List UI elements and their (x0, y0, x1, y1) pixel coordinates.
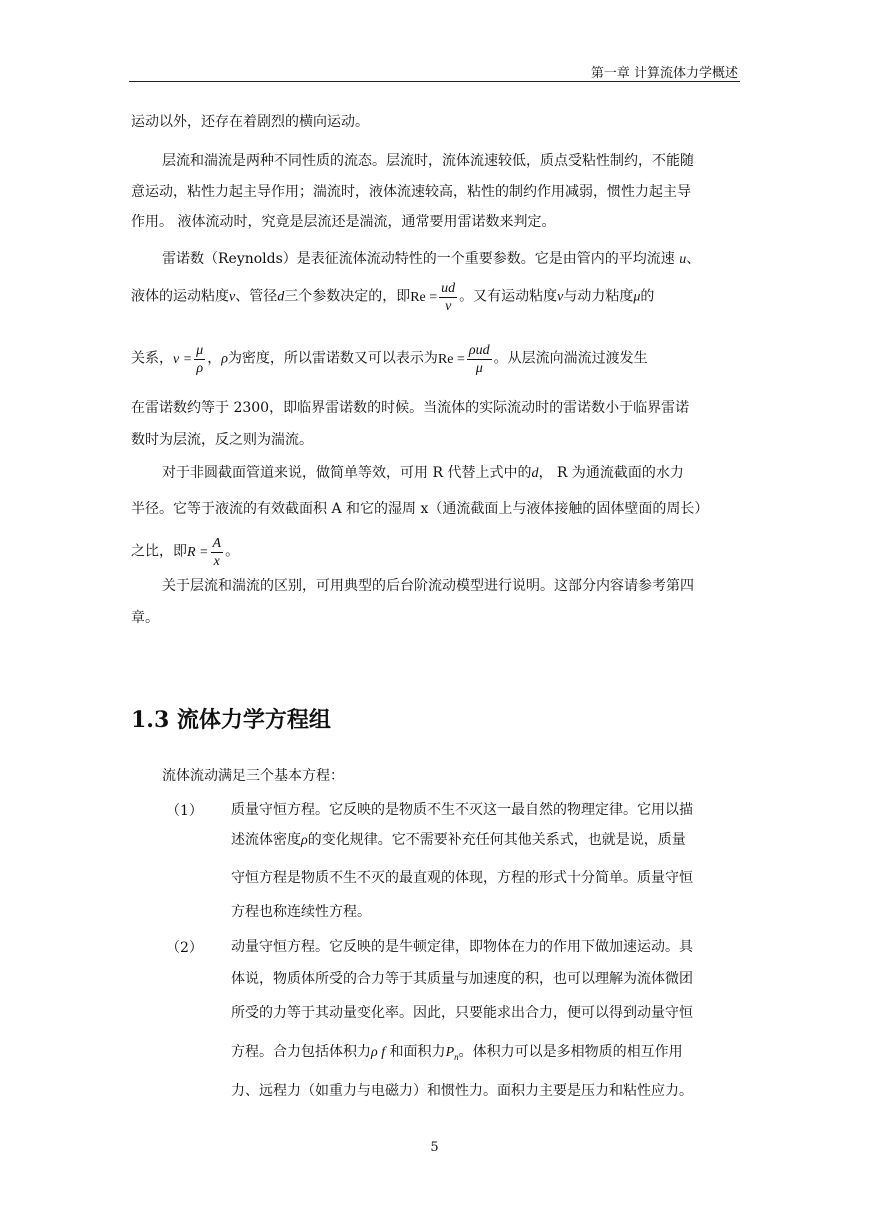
list-item-line: 方程。合力包括体积力ρ f 和面积力$P_n$。体积力可以是多相物质的相互作用 (231, 1044, 683, 1062)
list-item-line: 述流体密度ρ的变化规律。它不需要补充任何其他关系式，也就是说，质量 (231, 832, 686, 848)
paragraph-line: 对于非圆截面管道来说，做简单等效，可用 R 代替上式中的d， R 为通流截面的水力 (162, 465, 684, 481)
equation-re: Re = $\frac{ud}{\nu}$ (410, 281, 456, 314)
equation-re-rho: Re = $\frac{\text{ρud}}{\mu}$ (437, 343, 490, 376)
math-nu: ν (229, 289, 236, 305)
paragraph-line: 作用。 液体流动时，究竟是层流还是湍流，通常要用雷诺数来判定。 (131, 214, 556, 230)
list-item-line: 力、远程力（如重力与电磁力）和惯性力。面积力主要是压力和粘性应力。 (231, 1083, 693, 1099)
list-item-number: （1） (166, 803, 203, 819)
paragraph-line: 章。 (131, 610, 159, 626)
list-item-number: （2） (166, 940, 203, 956)
paragraph-line: 意运动，粘性力起主导作用；湍流时，液体流速较高，粘性的制约作用减弱，惯性力起主导 (131, 184, 691, 200)
paragraph-line: 层流和湍流是两种不同性质的流态。层流时，流体流速较低，质点受粘性制约，不能随 (162, 153, 694, 169)
paragraph-line: 关于层流和湍流的区别，可用典型的后台阶流动模型进行说明。这部分内容请参考第四 (162, 578, 694, 594)
running-header: 第一章 计算流体力学概述 (590, 66, 738, 81)
list-item-line: 质量守恒方程。它反映的是物质不生不灭这一最自然的物理定律。它用以描 (231, 802, 693, 818)
header-rule (129, 81, 740, 82)
list-item-line: 守恒方程是物质不生不灭的最直观的体现，方程的形式十分简单。质量守恒 (231, 870, 693, 886)
list-item-line: 动量守恒方程。它反映的是牛顿定律，即物体在力的作用下做加速运动。具 (231, 939, 693, 955)
list-item-line: 方程也称连续性方程。 (231, 904, 371, 920)
list-item-line: 所受的力等于其动量变化率。因此，只要能求出合力，便可以得到动量守恒 (231, 1005, 693, 1021)
page-number: 5 (430, 1140, 439, 1155)
section-heading: 1.3 流体力学方程组 (131, 707, 331, 733)
equation-nu: ν = $\frac{\mu}{\rho}$ (173, 343, 204, 376)
paragraph-line: 雷诺数（Reynolds）是表征流体流动特性的一个重要参数。它是由管内的平均流速 u、 (162, 251, 701, 267)
paragraph-line: 液体的运动粘度ν、管径d三个参数决定的，即Re = $\frac{ud}{\nu}$ 。又有运动粘度ν与动力粘度μ的 (131, 281, 655, 314)
paragraph-line: 运动以外，还存在着剧烈的横向运动。 (131, 114, 369, 130)
list-item-line: 体说，物质体所受的合力等于其质量与加速度的积，也可以理解为流体微团 (231, 971, 693, 987)
intro-line: 流体流动满足三个基本方程： (162, 768, 344, 784)
paragraph-line: 之比，即R = $\frac{A}{x}$ 。 (131, 536, 240, 569)
math-u: u (679, 252, 687, 267)
math-d: d (277, 289, 285, 305)
paragraph-line: 数时为层流，反之则为湍流。 (131, 432, 313, 448)
paragraph-line: 关系，ν = $\frac{\mu}{\rho}$ ，ρ为密度，所以雷诺数又可以表示为Re = $\frac{\text{ρud}}{\mu}$ 。从层流向湍流过渡发生 (131, 343, 648, 376)
paragraph-line: 在雷诺数约等于 2300，即临界雷诺数的时候。当流体的实际流动时的雷诺数小于临界雷诺 (131, 400, 690, 416)
paragraph-line: 半径。它等于液流的有效截面积 A 和它的湿周 x（通流截面上与液体接触的固体壁面的周长） (131, 501, 709, 517)
equation-r: R = $\frac{A}{x}$ (187, 536, 222, 569)
